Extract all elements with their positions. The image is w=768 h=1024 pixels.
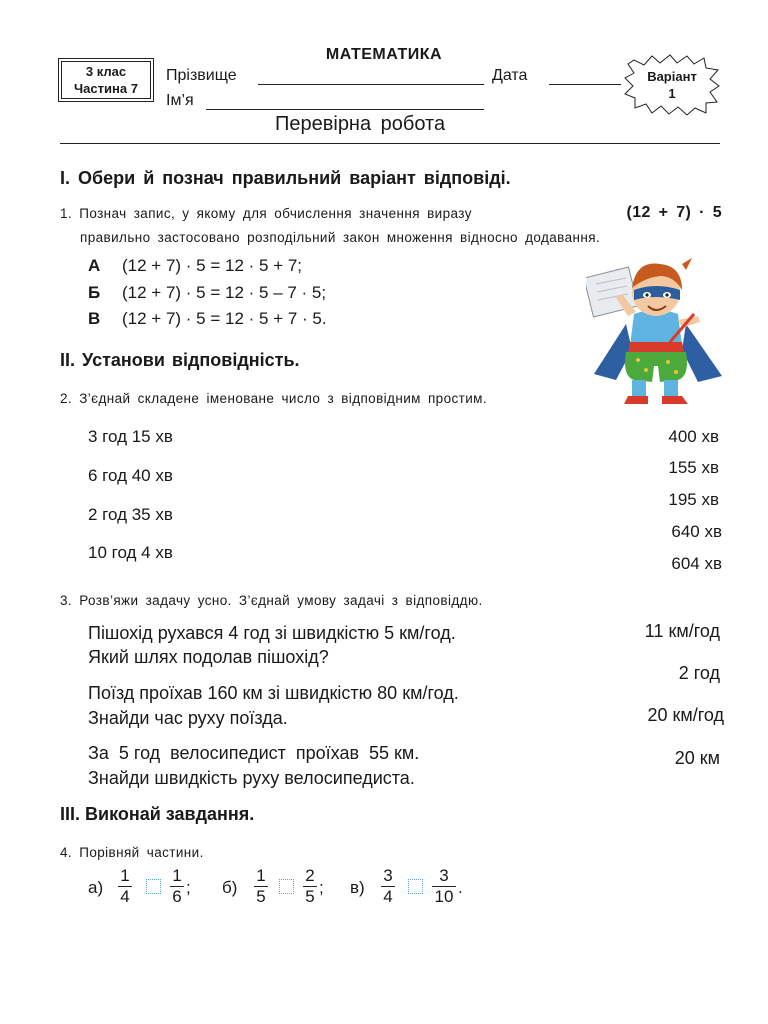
simple-item-3[interactable]: 195 хв (668, 490, 719, 509)
fraction-a-right-num: 1 (172, 866, 182, 885)
simple-item-2[interactable]: 155 хв (668, 458, 719, 477)
fraction-c-right-den: 10 (434, 887, 454, 906)
fraction-b-right-den: 5 (305, 887, 315, 906)
option-b-letter: Б (88, 283, 101, 302)
compare-a-label: а) (88, 878, 104, 897)
compare-box-c[interactable] (408, 879, 423, 894)
problem-2[interactable] (88, 681, 459, 731)
date-input-line[interactable] (549, 84, 621, 85)
variant-number: 1 (668, 86, 676, 101)
option-a-letter: А (88, 256, 101, 275)
name-label: Ім’я (166, 92, 194, 109)
fraction-a-right-den: 6 (172, 887, 182, 906)
compare-a-end: ; (186, 878, 191, 897)
option-c[interactable] (88, 309, 327, 329)
fraction-b-left-num: 1 (256, 866, 266, 885)
grade-inner (61, 61, 151, 99)
section-3-title: III. Виконай завдання. (60, 804, 255, 824)
compare-c-label: в) (350, 878, 365, 897)
option-c-text: (12 + 7) · 5 = 12 · 5 + 7 · 5. (122, 309, 327, 328)
fraction-b-left (254, 867, 268, 906)
compare-b-end: ; (319, 878, 324, 897)
surname-input-line[interactable] (258, 84, 484, 85)
fraction-a-left-den: 4 (120, 887, 130, 906)
answer-4[interactable]: 20 км (674, 748, 720, 768)
problem-2-line2: Знайди час руху поїзда. (88, 708, 288, 728)
option-a[interactable] (88, 256, 302, 276)
compare-box-b[interactable] (279, 879, 294, 894)
simple-item-1[interactable]: 400 хв (668, 427, 719, 446)
option-c-letter: В (88, 309, 101, 328)
fraction-c-left (381, 867, 395, 906)
header-divider (60, 143, 720, 144)
fraction-a-left (118, 867, 132, 906)
variant-badge (622, 52, 722, 116)
task-2-text: 2. З’єднай складене іменоване число з відповідним простим. (60, 391, 487, 406)
date-label: Дата (492, 67, 528, 84)
simple-item-5[interactable]: 604 хв (671, 554, 722, 573)
fraction-b-left-den: 5 (256, 887, 266, 906)
superhero-illustration (586, 254, 726, 409)
compare-box-a[interactable] (146, 879, 161, 894)
part-label: Частина 7 (74, 81, 138, 96)
problem-3-line1: За 5 год велосипедист проїхав 55 км. (88, 743, 420, 763)
fraction-a-right (170, 867, 184, 906)
task-1-text: 1. Познач запис, у якому для обчислення значення виразу (60, 206, 472, 221)
fraction-c-left-num: 3 (383, 866, 393, 885)
problem-3[interactable] (88, 741, 550, 791)
compound-item-3[interactable]: 2 год 35 хв (88, 505, 173, 524)
answer-1[interactable]: 11 км/год (644, 621, 720, 641)
problem-1-line2: Який шлях подолав пішохід? (88, 647, 329, 667)
section-2-title: II. Установи відповідність. (60, 350, 300, 370)
section-1-title: I. Обери й познач правильний варіант відповіді. (60, 168, 511, 188)
task-1-expression: (12 + 7) · 5 (626, 204, 722, 221)
surname-label: Прізвище (166, 67, 237, 84)
grade-label: 3 клас (85, 64, 127, 79)
fraction-c-right (432, 867, 456, 906)
problem-1-line1: Пішохід рухався 4 год зі швидкістю 5 км/год. (88, 623, 456, 643)
option-a-text: (12 + 7) · 5 = 12 · 5 + 7; (122, 256, 303, 275)
task-1-line1 (60, 206, 722, 221)
compound-item-4[interactable]: 10 год 4 хв (88, 543, 173, 562)
grade-box (58, 58, 154, 102)
compound-item-1[interactable]: 3 год 15 хв (88, 427, 173, 446)
answer-3[interactable]: 20 км/год (647, 705, 724, 725)
fraction-c-right-num: 3 (439, 866, 449, 885)
problem-3-line2: Знайди швидкість руху велосипедиста. (88, 768, 415, 788)
answer-2[interactable]: 2 год (678, 663, 720, 683)
name-input-line[interactable] (206, 109, 484, 110)
variant-label: Варіант (647, 69, 697, 84)
task-3-text: 3. Розв’яжи задачу усно. З’єднай умову задачі з відповіддю. (60, 593, 483, 608)
fraction-b-right-num: 2 (305, 866, 315, 885)
work-title: Перевірна робота (275, 113, 446, 135)
fraction-c-left-den: 4 (383, 887, 393, 906)
option-b-text: (12 + 7) · 5 = 12 · 5 – 7 · 5; (122, 283, 327, 302)
fraction-b-right (303, 867, 317, 906)
compare-c-end: . (458, 878, 463, 897)
compare-b-label: б) (222, 878, 238, 897)
fraction-a-left-num: 1 (120, 866, 130, 885)
task-1-line2: правильно застосовано розподільний закон множення відносно додавання. (80, 230, 601, 245)
simple-item-4[interactable]: 640 хв (671, 522, 722, 541)
subject-title: МАТЕМАТИКА (325, 46, 443, 63)
task-4-text: 4. Порівняй частини. (60, 845, 204, 860)
problem-2-line1: Поїзд проїхав 160 км зі швидкістю 80 км/год. (88, 683, 459, 703)
compound-item-2[interactable]: 6 год 40 хв (88, 466, 173, 485)
option-b[interactable] (88, 283, 326, 303)
problem-1[interactable] (88, 621, 456, 669)
superhero-icon (586, 254, 726, 409)
